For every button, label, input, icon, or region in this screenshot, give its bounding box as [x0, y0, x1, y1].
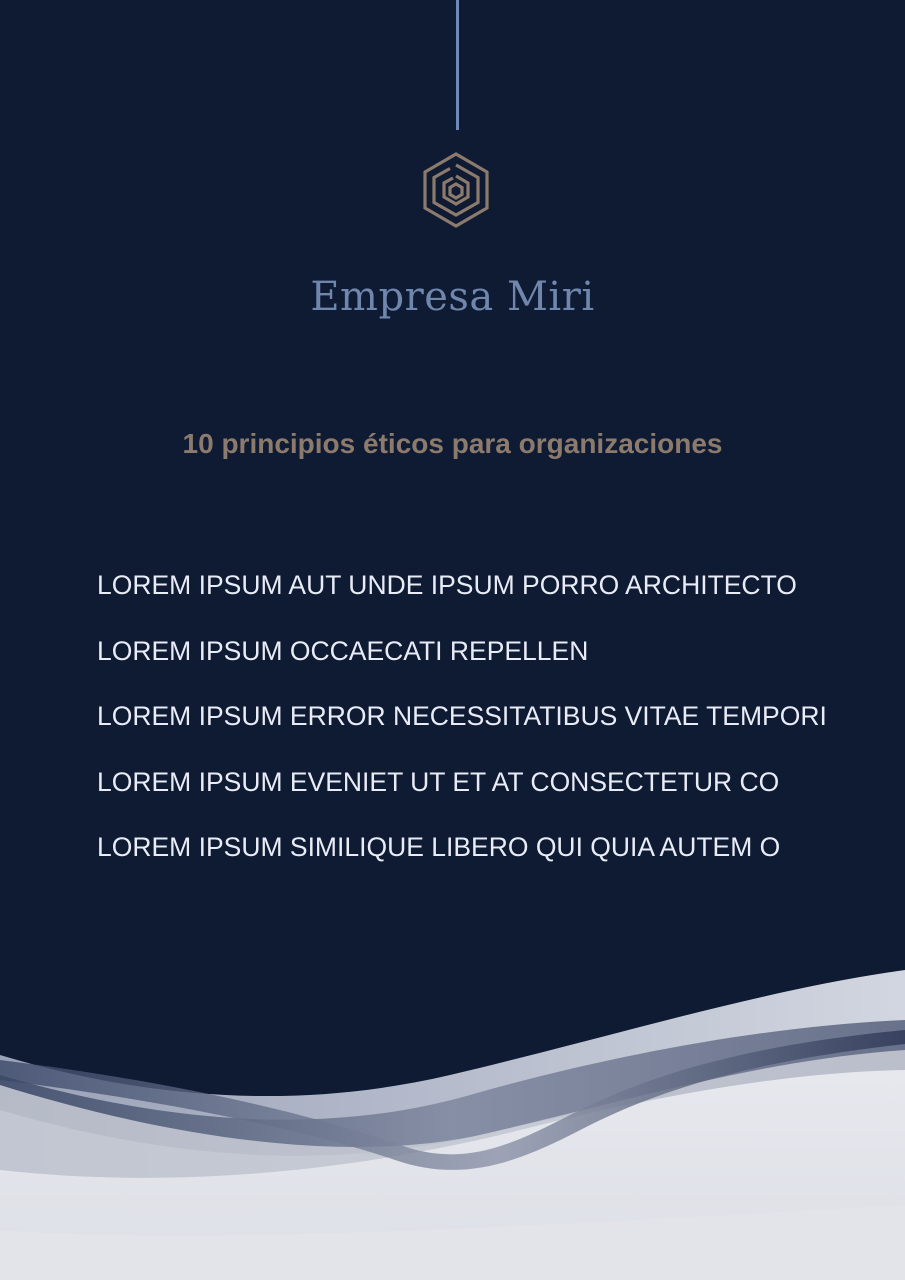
hexagon-logo-icon: [420, 150, 492, 230]
principles-list: [97, 565, 857, 893]
document-subtitle: 10 principios éticos para organizaciones: [182, 428, 723, 459]
principle-item: LOREM IPSUM SIMILIQUE LIBERO QUI QUIA AUTEM O: [97, 832, 781, 862]
principle-item: LOREM IPSUM AUT UNDE IPSUM PORRO ARCHITECTO: [97, 570, 797, 600]
principle-item: LOREM IPSUM EVENIET UT ET AT CONSECTETUR CO: [97, 766, 780, 797]
company-name: Empresa Miri: [310, 274, 595, 320]
principle-item: LOREM IPSUM OCCAECATI REPELLEN: [97, 635, 589, 666]
top-accent-line: [456, 0, 459, 130]
decorative-waves: [0, 960, 905, 1280]
principle-item: LOREM IPSUM ERROR NECESSITATIBUS VITAE TEMPORI: [97, 701, 827, 731]
